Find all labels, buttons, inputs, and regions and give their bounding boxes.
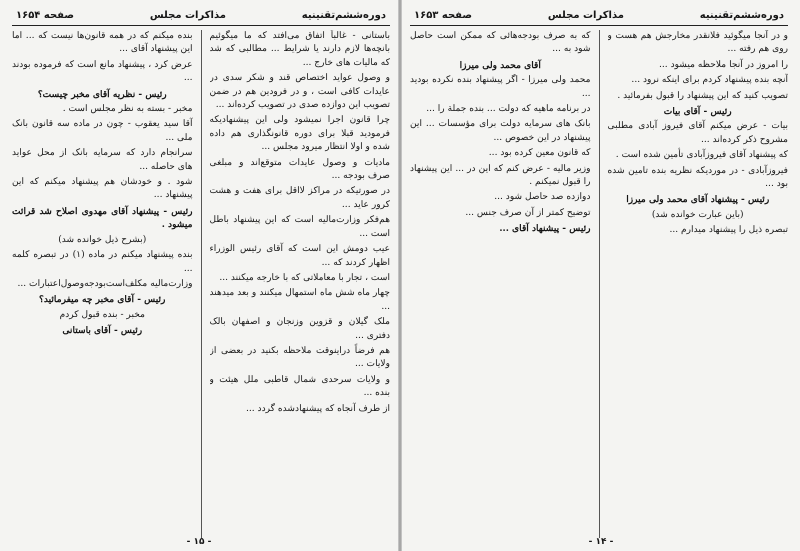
paragraph: عرض کرد ، پیشنهاد مانع است که فرموده بودند ... xyxy=(12,59,193,84)
left-column-right xyxy=(210,30,391,538)
left-page xyxy=(0,0,398,551)
right-page xyxy=(402,0,800,551)
paragraph: که قانون معین کرده بود ... xyxy=(488,148,591,159)
paragraph: ملک گیلان و قزوین وزنجان و اصفهان بالک دفتری ... xyxy=(209,317,390,341)
right-page-label: صفحه ۱۶۵۳ xyxy=(414,9,473,21)
right-session-label: دوره‌ششم‌تقنینیه xyxy=(699,9,784,21)
right-column-right xyxy=(608,30,789,538)
left-title: مذاکرات مجلس xyxy=(149,9,226,21)
paragraph: که پیشنهاد آقای فیروزآبادی تأمین شده است . xyxy=(615,150,788,161)
left-page-number: - ۱۵ - xyxy=(186,537,212,547)
left-session-label: دوره‌ششم‌تقنینیه xyxy=(301,9,386,21)
right-page-header xyxy=(410,6,788,26)
paragraph: توضیح کمتر از آن صرف جنس ... xyxy=(465,207,591,218)
paragraph: تبصره ذیل را پیشنهاد میدارم ... xyxy=(669,225,788,236)
paragraph: آنچه بنده پیشنهاد کردم برای اینکه نرود ... xyxy=(631,75,788,86)
speaker-line: رئیس - پیشنهاد آقای محمد ولی میرزا xyxy=(626,194,770,206)
paragraph: در برنامه ماهیه که دولت ... بنده جملة را ... xyxy=(426,104,591,115)
paragraph: هم فرضاً دراینوقت ملاحظه بکنید در بعضی از ولایات ... xyxy=(209,345,390,370)
paragraph: تصویب کنید که این پیشنهاد را قبول بفرمائید . xyxy=(617,90,788,101)
paragraph: بانک های سرمایه دولت برای مؤسسات ... این پیشنهاد در این خصوص ... xyxy=(410,119,591,143)
paragraph: مخبر - بسته به نظر مجلس است . xyxy=(62,104,193,115)
paragraph: و در آنجا میگوئید فلانقدر مخارجش هم هست و روی هم رفته ... xyxy=(607,31,788,55)
paragraph: شود . و خودشان هم پیشنهاد میکنم که این پیشنهاد ... xyxy=(12,177,193,201)
left-page-label: صفحه ۱۶۵۴ xyxy=(16,9,75,21)
paragraph: مادیات و وصول عایدات متوقع‌اند و مبلغی صرف بودجه ... xyxy=(209,157,390,182)
column-divider xyxy=(599,30,600,538)
paragraph: فیروزآبادی - در موردیکه نظریه بنده تامین شده بود ... xyxy=(607,165,788,190)
paragraph: را امروز در آنجا ملاحظه میشود ... xyxy=(659,59,788,70)
speaker-line: رئیس - آقای مخبر چه میفرمائید؟ xyxy=(39,294,166,306)
right-page-number: - ۱۴ - xyxy=(588,537,614,547)
paragraph: سرانجام دارد که سرمایه بانک از محل عواید های حاصله ... xyxy=(12,148,193,172)
paragraph: بنده پیشنهاد میکنم در ماده (۱) در تبصره کلمه ... xyxy=(12,250,193,274)
speaker-line: رئیس - پیشنهاد آقای مهدوی اصلاح شد قرائت میشود . xyxy=(12,205,193,231)
reading-note: (بشرح ذیل خوانده شد) xyxy=(58,234,147,245)
paragraph: عیب دومش این است که آقای رئیس الوزراء اظهار کردند که ... xyxy=(209,244,390,268)
right-title: مذاکرات مجلس xyxy=(547,9,624,21)
paragraph: چهار ماه شش ماه استمهال میکنند و بعد میدهند ... xyxy=(209,288,390,312)
speaker-line: آقای محمد ولی میرزا xyxy=(459,59,541,71)
left-page-body xyxy=(12,26,390,538)
paragraph: باستانی - غالباً اتفاق می‌افتد که ما میگوئیم بانچه‌ها لازم دارند یا شرایط ... مطالبی که شد که مالیات های خارج ... xyxy=(209,31,390,68)
paragraph: محمد ولی میرزا - اگر پیشنهاد بنده نکرده بودید ... xyxy=(410,75,591,99)
speaker-line: رئیس - آقای باستانی xyxy=(62,325,143,337)
paragraph: بیات - عرض میکنم آقای فیروز آبادی مطلبی مشروح ذکر کرده‌اند ... xyxy=(607,121,788,145)
paragraph: و ولایات سرحدی شمال قاطبی ملل هیئت و بنده ... xyxy=(209,374,390,399)
paragraph: و وصول عواید اختصاص قند و شکر سدی در عایدات کافی است ، و در فرودین هم در ضمن تصویب این دوازده صدی در تصویب کرده‌اند ... xyxy=(209,73,390,111)
paragraph: مخبر - بنده قبول کردم xyxy=(59,309,145,320)
paragraph: وزیر مالیه - عرض کنم که این در ... این پیشنهاد را قبول نمیکنم . xyxy=(410,163,591,188)
speaker-line: رئیس - آقای بیات xyxy=(663,106,732,118)
paragraph: آقا سید یعقوب - چون در ماده سه قانون بانک ملی ... xyxy=(12,119,193,143)
paragraph: چرا قانون اجرا نمیشود ولی این پیشنهادیکه فرمودید قبلا برای دوره قانونگذاری هم داده شده و اولا انتظار میرود مجلس ... xyxy=(209,115,390,153)
paragraph: هم‌فکر وزارت‌مالیه است که این پیشنهاد باطل است ... xyxy=(209,215,390,239)
left-page-header xyxy=(12,6,390,26)
right-column-left xyxy=(410,30,591,538)
paragraph: بنده میکنم که در همه قانون‌ها نیست که ... اما این پیشنهاد آقای ... xyxy=(12,31,193,55)
paragraph: که به صرف بودجه‌هائی که ممکن است حاصل شود به ... xyxy=(410,31,591,55)
right-page-body xyxy=(410,26,788,538)
left-column-left xyxy=(12,30,193,538)
paragraph: در صورتیکه در مراکز لااقل برای هفت و هشت کرور عاید ... xyxy=(209,186,390,210)
paragraph: از طرف آنجاه که پیشنهادشده گردد ... xyxy=(245,403,390,414)
reading-note: (باین عبارت خوانده شد) xyxy=(651,209,744,220)
column-divider xyxy=(201,30,202,538)
paragraph: وزارت‌مالیه مکلف‌است‌بودجه‌وصول‌اعتبارات ... xyxy=(17,278,193,289)
paragraph: است ، تجار با معاملاتی که با خارجه میکنند ... xyxy=(219,272,390,283)
speaker-line: رئیس - نظریه آقای مخبر چیست؟ xyxy=(37,88,167,100)
speaker-line: رئیس - پیشنهاد آقای ... xyxy=(499,223,591,235)
paragraph: دوازده صد حاصل شود ... xyxy=(494,192,591,203)
